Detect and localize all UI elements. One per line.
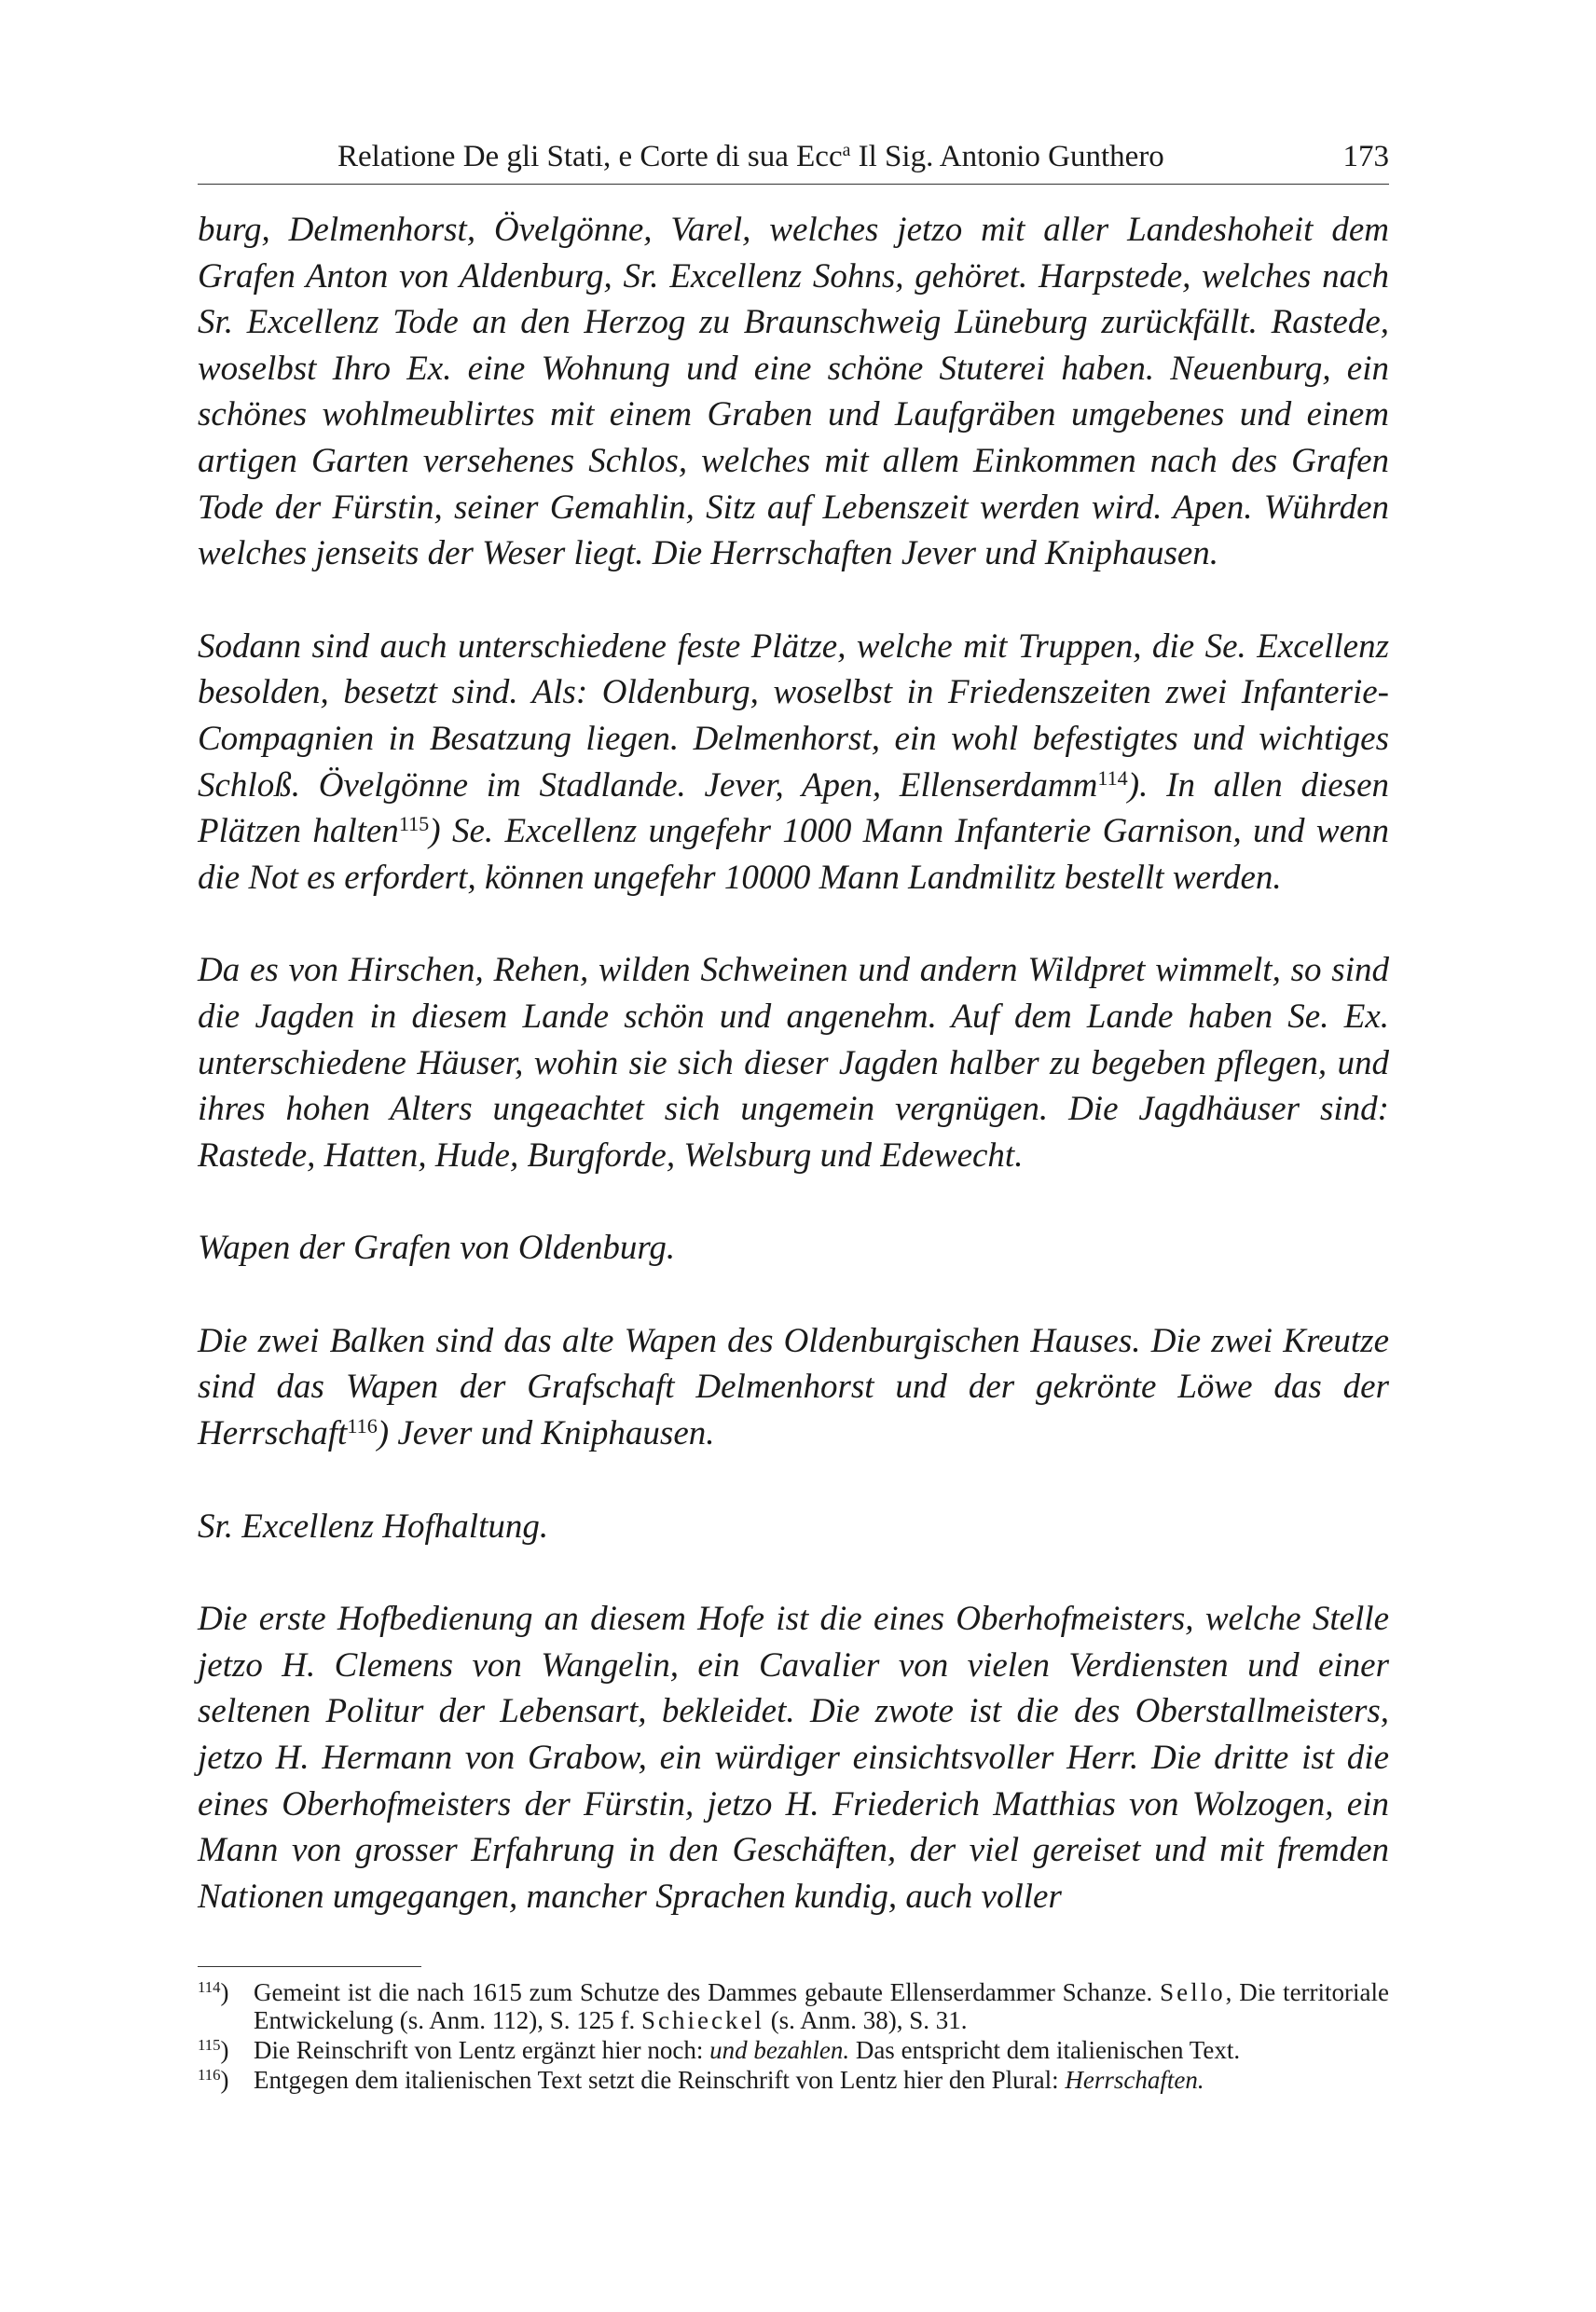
footnote-115 bbox=[198, 2036, 1389, 2064]
page-number: 173 bbox=[1342, 140, 1389, 173]
footnote-number: $^{114}$) bbox=[198, 1978, 229, 2007]
paragraph-4: Die zwei Balken sind das alte Wapen des Oldenburgischen Hauses. Die zwei Kreutze sind das Wapen der Grafschaft Delmenhorst und der gekrönte Löwe das der Herrschaft$^{116}$) Jever und Kniphausen. bbox=[198, 1321, 1389, 1453]
footnotes bbox=[198, 1978, 1389, 2094]
footnote-divider bbox=[198, 1966, 421, 1967]
footnote-ref-114[interactable]: 114 bbox=[1097, 765, 1128, 790]
running-header bbox=[198, 140, 1389, 185]
footnote-number: $^{116}$) bbox=[198, 2066, 229, 2095]
footnote-number: $^{115}$) bbox=[198, 2036, 229, 2065]
book-page bbox=[198, 140, 1389, 2096]
footnote-ref-116[interactable]: 116 bbox=[347, 1413, 378, 1438]
main-text bbox=[198, 207, 1389, 1920]
footnote-text: Die Reinschrift von Lentz ergänzt hier noch: und bezahlen. Das entspricht dem italienischen Text. bbox=[254, 2036, 1241, 2065]
footnote-114 bbox=[198, 1978, 1389, 2034]
section-heading-hofhaltung: Sr. Excellenz Hofhaltung. bbox=[198, 1507, 549, 1546]
paragraph-5: Die erste Hofbedienung an diesem Hofe ist die eines Oberhofmeisters, welche Stelle jetzo H. Clemens von Wangelin, ein Cavalier von vielen Verdiensten und einer seltenen Politur der Lebensart, bekleidet. Die zwote ist die des Oberstallmeisters, jetzo H. Hermann von Grabow, ein würdiger einsichtsvoller Herr. Die dritte ist die eines Oberhofmeisters der Fürstin, jetzo H. Friederich Matthias von Wolzogen, ein Mann von grosser Erfahrung in den Geschäften, der viel gereiset und mit fremden Nationen umgegangen, mancher Sprachen kundig, auch voller bbox=[198, 1600, 1389, 1916]
footnote-116 bbox=[198, 2066, 1389, 2094]
paragraph-1: burg, Delmenhorst, Övelgönne, Varel, welches jetzo mit aller Landeshoheit dem Grafen Anton von Aldenburg, Sr. Excellenz Sohns, gehöret. Harpstede, welches nach Sr. Excellenz Tode an den Herzog zu Braunschweig Lüneburg zurückfällt. Rastede, woselbst Ihro Ex. eine Wohnung und eine schöne Stuterei haben. Neuenburg, ein schönes wohlmeublirtes mit einem Graben und Laufgräben umgebenes und einem artigen Garten versehenes Schlos, welches mit allem Einkommen nach des Grafen Tode der Fürstin, seiner Gemahlin, Sitz auf Lebenszeit werden wird. Apen. Wührden welches jenseits der Weser liegt. Die Herrschaften Jever und Kniphausen. bbox=[198, 211, 1389, 573]
footnote-text: Entgegen dem italienischen Text setzt die Reinschrift von Lentz hier den Plural: Herrschaften. bbox=[254, 2066, 1204, 2095]
section-heading-wapen: Wapen der Grafen von Oldenburg. bbox=[198, 1229, 676, 1268]
paragraph-2: Sodann sind auch unterschiedene feste Plätze, welche mit Truppen, die Se. Excellenz besolden, besetzt sind. Als: Oldenburg, woselbst in Friedenszeiten zwei Infanterie-Compagnien in Besatzung liegen. Delmenhorst, ein wohl befestigtes und wichtiges Schloß. Övelgönne im Stadlande. Jever, Apen, Ellenserdamm$^{114}$). In allen diesen Plätzen halten$^{115}$) Se. Excellenz ungefehr 1000 Mann Infanterie Garnison, und wenn die Not es erfordert, können ungefehr 10000 Mann Landmilitz bestellt werden. bbox=[198, 626, 1390, 897]
running-title: Relatione De gli Stati, e Corte di sua Ecc$^a$ Il Sig. Antonio Gunthero bbox=[337, 140, 1164, 173]
footnote-text: Gemeint ist die nach 1615 zum Schutze des Dammes gebaute Ellenserdammer Schanze. Sello, Die territoriale Entwickelung (s. Anm. 112), S. 125 f. Schieckel (s. Anm. 38), S. 31. bbox=[254, 1978, 1390, 2035]
paragraph-3: Da es von Hirschen, Rehen, wilden Schweinen und andern Wildpret wimmelt, so sind die Jagden in diesem Lande schön und angenehm. Auf dem Lande haben Se. Ex. unterschiedene Häuser, wohin sie sich dieser Jagden halber zu begeben pflegen, und ihres hohen Alters ungeachtet sich ungemein vergnügen. Die Jagdhäuser sind: Rastede, Hatten, Hude, Burgforde, Welsburg und Edewecht. bbox=[198, 951, 1389, 1175]
footnote-ref-115[interactable]: 115 bbox=[398, 811, 430, 835]
